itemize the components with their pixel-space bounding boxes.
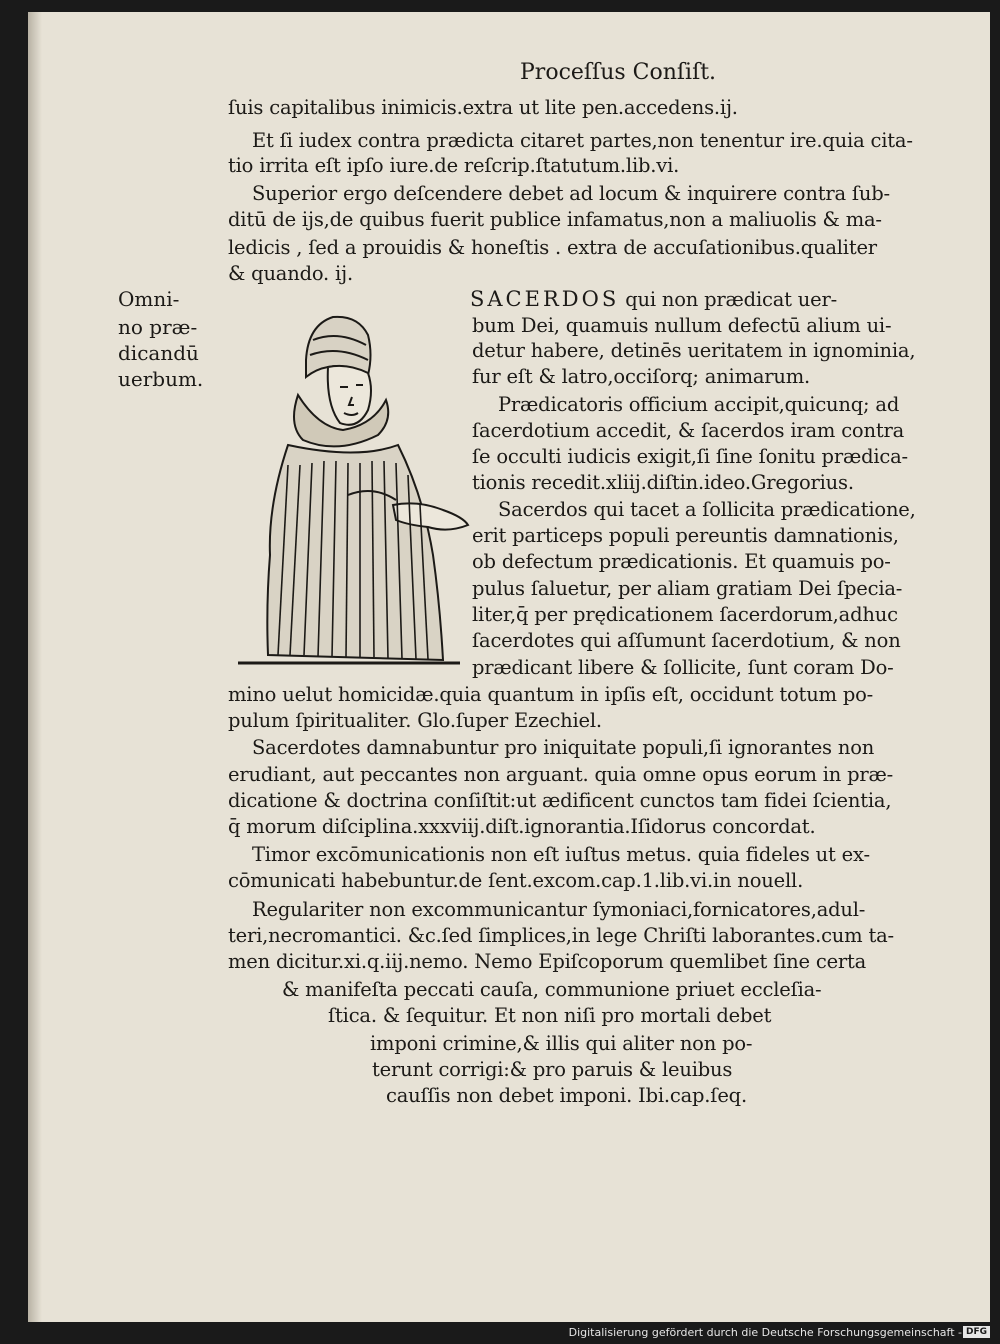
text-line: prædicant libere & ſollicite, ſunt coram Do-: [472, 656, 894, 679]
first-word: SACERDOS: [470, 287, 620, 311]
text-line: tio irrita eſt ipſo iure.de reſcrip.ſtatutum.lib.vi.: [228, 154, 680, 177]
woodcut-priest-illustration: [228, 305, 470, 675]
text-line: terunt corrigi:& pro paruis & leuibus: [372, 1058, 733, 1081]
text-line: Sacerdotes damnabuntur pro iniquitate populi,ſi ignorantes non: [252, 736, 875, 759]
text-line: fur eſt & latro,occiſorq; animarum.: [472, 365, 811, 388]
text-line: cauſſis non debet imponi. Ibi.cap.ſeq.: [386, 1084, 747, 1107]
running-head: Proceſſus Conſiſt.: [520, 60, 717, 85]
text-line: pulus ſaluetur, per aliam gratiam Dei ſpecia-: [472, 577, 903, 600]
text-line: q̄ morum diſciplina.xxxviij.diſt.ignorantia.Iſidorus concordat.: [228, 815, 816, 838]
margin-note-line: dicandū: [118, 341, 199, 365]
digitization-credit: Digitalisierung gefördert durch die Deutsche Forschungsgemeinschaft -: [568, 1326, 962, 1339]
margin-note-line: Omni-: [118, 287, 180, 311]
text-line: ditū de ijs,de quibus fuerit publice infamatus,non a maliuolis & ma-: [228, 208, 882, 231]
text-line: Superior ergo deſcendere debet ad locum & inquirere contra ſub-: [252, 182, 890, 205]
text-line: dicatione & doctrina conſiſtit:ut ædificent cunctos tam fidei ſcientia,: [228, 789, 892, 812]
text-line: mino uelut homicidæ.quia quantum in ipſis eſt, occidunt totum po-: [228, 683, 874, 706]
text-line: & manifeſta peccati cauſa, communione priuet eccleſia-: [282, 978, 822, 1001]
text-line: ledicis , ſed a prouidis & honeſtis . extra de accuſationibus.qualiter: [228, 236, 877, 259]
text-line: liter,q̄ per prędicationem ſacerdorum,adhuc: [472, 603, 898, 626]
text-line: ſacerdotes qui aſſumunt ſacerdotium, & non: [472, 629, 901, 652]
text-line: detur habere, detinēs ueritatem in ignominia,: [472, 339, 916, 362]
text-line: teri,necromantici. &c.ſed ſimplices,in lege Chriſti laborantes.cum ta-: [228, 924, 894, 947]
text-line: erit particeps populi pereuntis damnationis,: [472, 524, 899, 547]
text-line: men dicitur.xi.q.iij.nemo. Nemo Epiſcoporum quemlibet ſine certa: [228, 950, 867, 973]
page-gutter-shadow: [28, 12, 42, 1322]
text-line: tionis recedit.xliij.diſtin.ideo.Gregorius.: [472, 471, 854, 494]
text-line: ſacerdotium accedit, & ſacerdos iram contra: [472, 419, 905, 442]
text-line: erudiant, aut peccantes non arguant. quia omne opus eorum in præ-: [228, 763, 894, 786]
text-line: & quando. ij.: [228, 262, 353, 285]
text-line: Timor excōmunicationis non eſt iuſtus metus. quia fideles ut ex-: [252, 843, 870, 866]
margin-note-line: uerbum.: [118, 367, 204, 391]
text-line: Et ſi iudex contra prædicta citaret partes,non tenentur ire.quia cita-: [252, 129, 913, 152]
text-line: pulum ſpiritualiter. Glo.ſuper Ezechiel.: [228, 709, 602, 732]
text-line: ſe occulti iudicis exigit,ſi ſine ſonitu prædica-: [472, 445, 908, 468]
footer-bar: [0, 1322, 1000, 1344]
text-line: Regulariter non excommunicantur ſymoniaci,fornicatores,adul-: [252, 898, 866, 921]
text-line: bum Dei, quamuis nullum defectū alium ui-: [472, 314, 892, 337]
text-line-with-initial: [470, 287, 837, 311]
text-line: imponi crimine,& illis qui aliter non po-: [370, 1032, 753, 1055]
dfg-logo: DFG: [963, 1326, 990, 1338]
text-line: Sacerdos qui tacet a ſollicita prædicatione,: [498, 498, 916, 521]
margin-note-line: no præ-: [118, 315, 198, 339]
text-line: qui non prædicat uer-: [625, 288, 837, 311]
text-line: Prædicatoris officium accipit,quicunq; ad: [498, 393, 900, 416]
text-line: ſuis capitalibus inimicis.extra ut lite pen.accedens.ij.: [228, 96, 738, 119]
text-line: cōmunicati habebuntur.de ſent.excom.cap.1.lib.vi.in nouell.: [228, 869, 804, 892]
text-line: ob defectum prædicationis. Et quamuis po-: [472, 550, 891, 573]
text-line: ſtica. & ſequitur. Et non niſi pro mortali debet: [328, 1004, 772, 1027]
